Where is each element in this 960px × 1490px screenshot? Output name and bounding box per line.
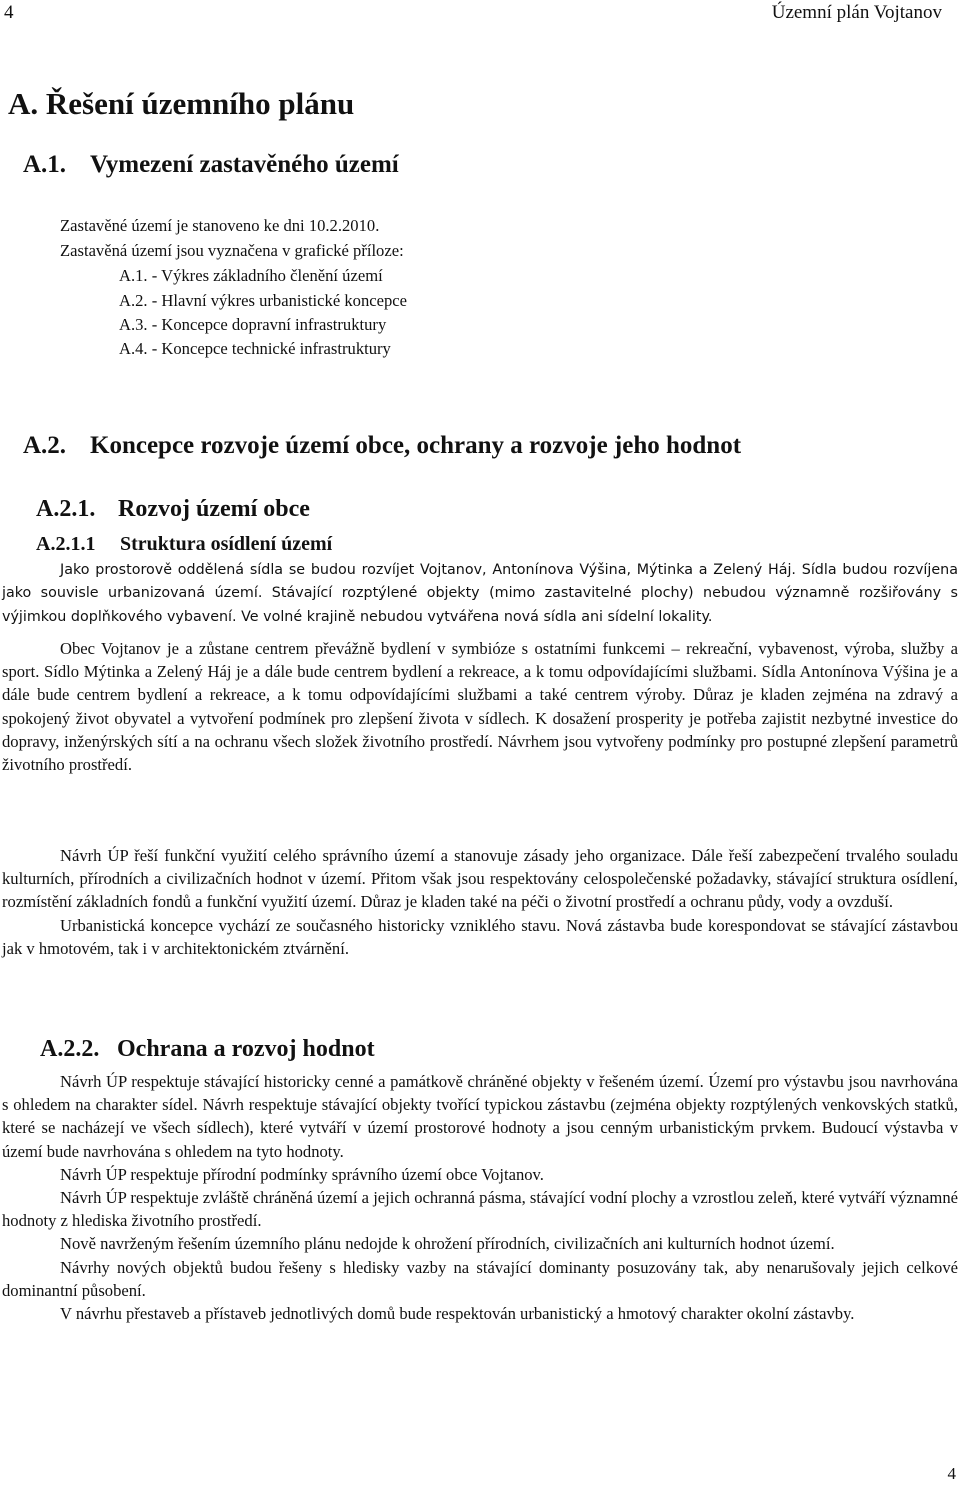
subsection-a22-number: A.2.2.	[40, 1036, 100, 1062]
section-a2-heading	[23, 432, 741, 460]
list-item: A.3. - Koncepce dopravní infrastruktury	[119, 315, 387, 334]
paragraph-block	[2, 844, 958, 960]
paragraph: Jako prostorově oddělená sídla se budou rozvíjet Vojtanov, Antonínova Výšina, Mýtinka a Zelený Háj. Sídla budou rozvíjena jako souvisle urbanizovaná území. Stávající rozptýlené objekty (mimo zastavitelné plochy) nebudou významně rozšiřovány s výjimkou doplňkového vybavení. Ve volné krajině nebudou vytvářena nová sídla ani sídelní lokality.	[2, 562, 958, 625]
header-page-number: 4	[4, 2, 14, 23]
section-a1-title: Vymezení zastavěného území	[90, 151, 399, 178]
paragraph: Nově navrženým řešením územního plánu nedojde k ohrožení přírodních, civilizačních ani kulturních hodnot území.	[60, 1234, 835, 1254]
paragraph-block	[2, 1070, 958, 1325]
page-title: A. Řešení územního plánu	[8, 86, 355, 121]
paragraph-block	[2, 559, 958, 629]
paragraph: Urbanistická koncepce vychází ze současného historicky vzniklého stavu. Nová zástavba bude korespondovat se stávající zástavbou jak v hmotovém, tak i v architektonickém ztvárnění.	[2, 915, 958, 958]
paragraph-block	[2, 637, 958, 776]
subsection-a21-heading	[36, 496, 310, 523]
section-a1-heading	[23, 151, 399, 179]
subsection-a22-heading	[40, 1036, 375, 1063]
subsection-a21-title: Rozvoj území obce	[118, 496, 310, 522]
paragraph: Návrhy nových objektů budou řešeny s hledisky vazby na stávající dominanty posuzovány tak, aby nenarušovaly jejich celkové dominantní působení.	[2, 1257, 958, 1300]
subsection-a211-number: A.2.1.1	[36, 533, 96, 555]
list-item: A.4. - Koncepce technické infrastruktury	[119, 339, 391, 358]
subsection-a21-number: A.2.1.	[36, 496, 96, 522]
paragraph: Návrh ÚP řeší funkční využití celého správního území a stanovuje zásady jeho organizace. Dále řeší zabezpečení trvalého souladu kulturních, přírodních a civilizačních hodnot v území. Přitom však jsou respektovány celospolečenské požadavky, stávající struktura osídlení, rozmístění základních fondů a funkční využití území. Důraz je kladen také na péči o životní prostředí a ochranu půdy, vody a ovzduší.	[2, 846, 958, 912]
list-item: A.2. - Hlavní výkres urbanistické koncepce	[119, 291, 407, 310]
list-item: A.1. - Výkres základního členění území	[119, 266, 383, 285]
section-a2-title: Koncepce rozvoje území obce, ochrany a rozvoje jeho hodnot	[90, 432, 742, 459]
paragraph: Návrh ÚP respektuje přírodní podmínky správního území obce Vojtanov.	[60, 1164, 544, 1184]
section-a2-number: A.2.	[23, 432, 67, 459]
paragraph: Návrh ÚP respektuje stávající historicky cenné a památkově chráněné objekty v řešeném území. Území pro výstavbu jsou navrhována s ohledem na charakter sídel. Návrh respektuje stávající objekty tvořící typickou zástavbu (zejména objekty rozptýlených venkovských statků, které se nacházejí ve všech sídlech), které vytváří v území prostorové hodnoty a jsou cenným urbanistickým prvkem. Budoucí výstavba v území bude navrhována s ohledem na tyto hodnoty.	[2, 1072, 958, 1161]
paragraph: Návrh ÚP respektuje zvláště chráněná území a jejich ochranná pásma, stávající vodní plochy a vzrostlou zeleň, které vytváří významné hodnoty z hlediska životního prostředí.	[2, 1188, 958, 1231]
paragraph: V návrhu přestaveb a přístaveb jednotlivých domů bude respektován urbanistický a hmotový charakter okolní zástavby.	[60, 1304, 855, 1324]
subsection-a211-heading	[36, 533, 332, 556]
subsection-a22-title: Ochrana a rozvoj hodnot	[117, 1036, 375, 1062]
paragraph: Obec Vojtanov je a zůstane centrem převážně bydlení v symbióze s ostatními funkcemi – rekreační, vybavenost, výroba, služby a sport. Sídlo Mýtinka a Zelený Háj je a dále bude centrem bydlení a rekreace, a k tomu odpovídajícími službami. Sídla Antonínova Výšina je a dále bude centrem bydlení a rekreace, a k tomu odpovídajícími službami a také centrem výroby. Důraz je kladen zejména na zdravý a spokojený život obyvatel a vytvoření podmínek pro zlepšení života v sídlech. K dosažení prosperity je potřeba zajistit nezbytné investice do dopravy, inženýrských sítí a na ochranu všech složek životního prostředí. Návrhem jsou vytvořeny podmínky pro postupné zlepšení parametrů životního prostředí.	[2, 639, 958, 775]
section-a1-number: A.1.	[23, 151, 67, 178]
footer-page-number: 4	[947, 1464, 956, 1483]
subsection-a211-title: Struktura osídlení území	[120, 533, 333, 555]
header-document-title: Územní plán Vojtanov	[771, 2, 942, 23]
text-line: Zastavěná území jsou vyznačena v grafické příloze:	[60, 241, 404, 260]
text-line: Zastavěné území je stanoveno ke dni 10.2.2010.	[60, 216, 380, 235]
